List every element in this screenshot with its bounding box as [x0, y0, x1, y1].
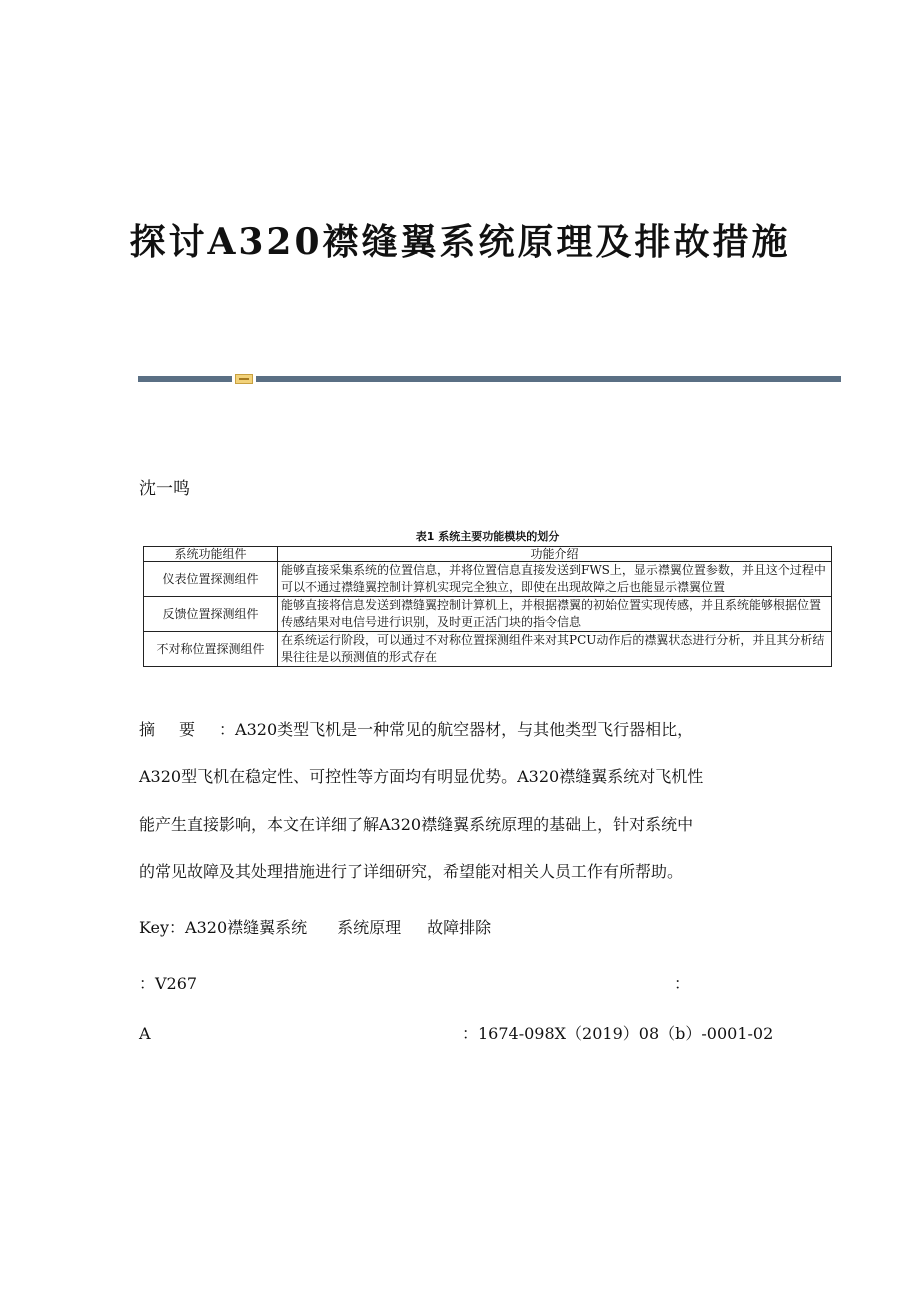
- keyword: A320襟缝翼系统: [185, 918, 308, 937]
- abstract-line: 的常见故障及其处理措施进行了详细研究，希望能对相关人员工作有所帮助。: [139, 862, 684, 881]
- function-table-figure: [143, 528, 832, 667]
- table-row: [144, 632, 832, 667]
- keyword: 故障排除: [427, 918, 492, 937]
- table-cell-description: 能够直接将信息发送到襟缝翼控制计算机上，并根据襟翼的初始位置实现传感，并且系统能够根据位置传感结果对电信号进行识别，及时更正活门块的指令信息: [278, 597, 832, 632]
- divider-bar-right: [256, 376, 841, 382]
- table-row: [144, 597, 832, 632]
- author: 沈一鸣: [139, 479, 190, 499]
- table-cell-component: 不对称位置探测组件: [144, 632, 278, 667]
- divider-bar-left: [138, 376, 232, 382]
- page-title: 探讨A320襟缝翼系统原理及排故措施: [129, 221, 791, 263]
- abstract-label: 摘要: [139, 720, 220, 739]
- abstract-sep: ：: [219, 720, 236, 739]
- table-row: [144, 562, 832, 597]
- abstract-text: A320类型飞机是一种常见的航空器材，与其他类型飞行器相比，: [235, 720, 694, 739]
- table-header-row: [144, 547, 832, 562]
- doc-code: A: [139, 1024, 151, 1043]
- article-number: ：1674-098X（2019）08（b）-0001-02: [462, 1024, 774, 1043]
- table-header-component: 系统功能组件: [144, 547, 278, 562]
- table-header-description: 功能介绍: [278, 547, 832, 562]
- abstract-line: [139, 720, 693, 740]
- envelope-ornament-icon: [235, 374, 253, 384]
- table-cell-component: 仪表位置探测组件: [144, 562, 278, 597]
- table-cell-description: 在系统运行阶段，可以通过不对称位置探测组件来对其PCU动作后的襟翼状态进行分析，并且其分析结果往往是以预测值的形式存在: [278, 632, 832, 667]
- table-cell-description: 能够直接采集系统的位置信息，并将位置信息直接发送到FWS上，显示襟翼位置参数，并且这个过程中可以不通过襟缝翼控制计算机实现完全独立，即使在出现故障之后也能显示襟翼位置: [278, 562, 832, 597]
- clc-number: ：V267: [139, 974, 198, 993]
- table-cell-component: 反馈位置探测组件: [144, 597, 278, 632]
- function-table: [143, 546, 832, 667]
- keyword: 系统原理: [337, 918, 402, 937]
- title-divider: [138, 374, 841, 384]
- abstract-line: 能产生直接影响，本文在详细了解A320襟缝翼系统原理的基础上，针对系统中: [139, 815, 694, 834]
- doc-code-sep: ：: [674, 974, 691, 993]
- abstract-line: A320型飞机在稳定性、可控性等方面均有明显优势。A320襟缝翼系统对飞机性: [139, 767, 704, 786]
- table-caption: 表1 系统主要功能模块的划分: [415, 530, 560, 543]
- keywords-label: Key：: [139, 918, 186, 937]
- keywords-line: [139, 918, 491, 938]
